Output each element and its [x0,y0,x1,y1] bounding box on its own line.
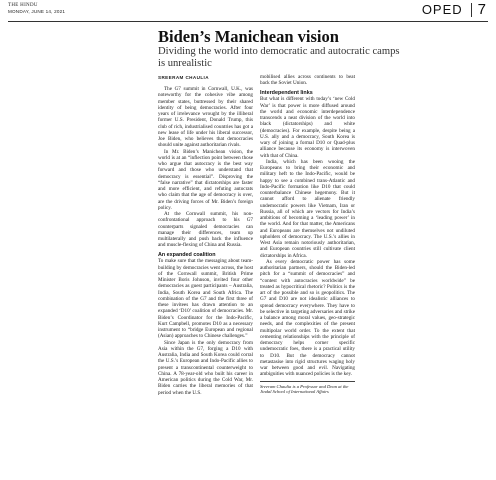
masthead-divider [471,3,472,17]
masthead [0,0,496,22]
paragraph: In Mr. Biden’s Manichean vision, the world is at an “inflection point between those who argue that autocracy is the best way forward and those who understand that democracy is essential”. Disproving the “false narrative” that dictatorships are faster and more efficient, and refuting autocrats who claim that the age of democracy is over, are the driving forces of Mr. Biden’s foreign policy. [158,148,253,211]
author-bio-divider [260,381,355,395]
paragraph: To make sure that the messaging about team-building by democracies went across, the host of the Cornwall summit, British Prime Minister Boris Johnson, invited four other democracies as guest participants – Australia, India, South Korea and South Africa. The combination of the G7 and the first three of these invitees has drawn attention to an expanded ‘D10’ coalition of democracies. Mr. Biden’s Coordinator for the Indo-Pacific, Kurt Campbell, promotes D10 as a necessary instrument to “bridge European and regional (Asian) approaches to Chinese challenges.” [158,258,253,340]
subheading: Interdependent links [260,89,313,96]
author-bio: Sreeram Chaulia is a Professor and Dean at the Jindal School of International Affairs [260,383,349,395]
page-number: 7 [477,1,486,18]
masthead-left [8,3,65,14]
dateline: MONDAY, JUNE 14, 2021 [8,9,66,14]
paragraph: The G7 summit in Cornwall, U.K., was noteworthy for the cohesive vibe among member states, buttressed by their shared identity of being democracies. After four years of irrelevance wrought by the illiberal former U.S. President, Donald Trump, this club of rich, industrialised countries has got a new lease of life under his liberal successor, Joe Biden, who believes that democracies should unite against authoritarian rivals. [158,86,253,149]
paper-name: THE HINDU [8,3,38,8]
paragraph: India, which has been wooing the Europeans to bring their economic and military heft to the Indo-Pacific, would be happy to see a combined trans-Atlantic and Indo-Pacific formation like D10 that could counterbalance Chinese hegemony. But it cannot afford to alienate friendly undemocratic powers like Vietnam, Iran or Russia, all of which are vectors for India’s ambitions of becoming a ‘leading power’ in the world. And for that matter, the Americans and Europeans are themselves not undiluted upholders of democracy. The U.S.’s allies in West Asia remain notoriously authoritarian, and European countries still cultivate client dictatorships in Africa. [260,158,355,259]
headline: Biden’s Manichean vision [158,27,339,46]
paragraph: As every democratic power has some authoritarian partners, should the Biden-led pitch for a “summit of democracies” and “contest with autocracies worldwide” be treated as hypocritical rhetoric? Politics is the art of the possible and so is geopolitics. The G7 and D10 are not idealistic alliances to spread democracy everywhere. They have to be selective in targeting adversaries and strike a balance among moral values, geo-strategic needs, and the complexities of the present multipolar world order. To the extent that cementing relationships with the principle of democracy helps corner specific undemocratic foes, there is a practical utility to D10. But the democracy cannot metastasise into rigid structures waging holy war between good and evil. Navigating ambiguities with nuanced policies is the key. [260,258,355,378]
paragraph: At the Cornwall summit, his non-confrontational approach to his G7 counterparts signaled democracies can manage their differences, team up multilaterally and push back the influence and muscle-flexing of China and Russia. [158,211,253,249]
top-rule [8,21,488,22]
byline: SREERAM CHAULIA [158,75,209,80]
section-name: OPED [421,2,463,17]
standfirst: Dividing the world into democratic and autocratic camps is unrealistic [158,46,400,70]
article-column-1 [158,86,253,396]
paragraph: But what is different with today’s ‘new Cold War’ is that power is more diffused around the world and economic interdependence transcends a neat division of the world into black (dictatorships) and white (democracies). For example, despite being a U.S. ally and a democracy, South Korea is wary of joining a formal D10 or Quad-plus alliance because its economy is interwoven with that of China. [260,96,355,159]
paragraph: Since Japan is the only democracy from Asia within the G7, forging a D10 with Australia, India and South Korea could corral the U.S.’s European and Indo-Pacific allies to present a transcontinental counterweight to China. A 78-year-old who built his career in American politics during the Cold War, Mr. Biden carries the liberal memories of that period when the U.S. [158,339,253,396]
subheading: An expanded coalition [158,251,216,258]
masthead-right [422,1,486,18]
article-column-2 [260,74,355,395]
paragraph: mobilised allies across continents to beat back the Soviet Union. [260,74,355,87]
